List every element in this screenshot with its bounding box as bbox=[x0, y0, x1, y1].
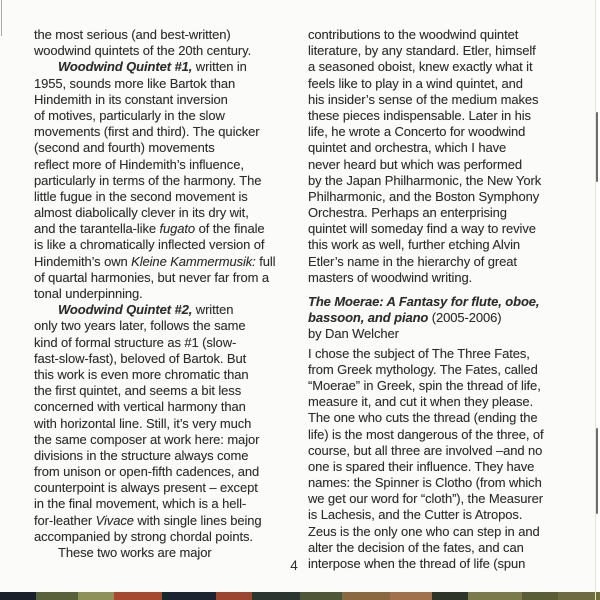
text-line: is like a chromatically inflected version of bbox=[34, 237, 265, 253]
text-line: his insider’s sense of the medium makes bbox=[308, 91, 539, 107]
text-line: for-leather Vivace with single lines being bbox=[34, 512, 262, 528]
text-line: this work is even more chromatic than bbox=[34, 366, 249, 382]
text-line: little fugue in the second movement is bbox=[34, 188, 248, 204]
text-line: The Moerae: A Fantasy for flute, oboe, bbox=[308, 294, 540, 309]
staple-mark-top bbox=[596, 112, 598, 182]
staple-mark-bottom bbox=[596, 428, 598, 514]
text-line: contributions to the woodwind quintet bbox=[308, 27, 519, 42]
text-line: bassoon, and piano (2005-2006) bbox=[308, 310, 502, 326]
text-line: the most serious (and best-written) bbox=[34, 27, 231, 42]
text-line: in the final movement, which is a hell- bbox=[34, 496, 247, 512]
text-line: reflect more of Hindemith’s influence, bbox=[34, 156, 244, 172]
text-line: almost diabolically clever in its dry wit, bbox=[34, 205, 249, 221]
text-line: tonal underpinning. bbox=[34, 286, 143, 301]
text-line: course, but all three are involved –and no bbox=[308, 442, 543, 458]
photo-strip-segment bbox=[216, 592, 252, 600]
text-line: by Dan Welcher bbox=[308, 326, 399, 342]
text-line: masters of woodwind writing. bbox=[308, 269, 473, 285]
text-line: Orchestra. Perhaps an enterprising bbox=[308, 205, 507, 221]
text-line: life) is the most dangerous of the three, of bbox=[308, 426, 544, 442]
text-line: kind of formal structure as #1 (slow- bbox=[34, 334, 237, 350]
text-line: Woodwind Quintet #1, written in bbox=[58, 59, 247, 75]
text-line: a seasoned oboist, knew exactly what it bbox=[308, 59, 533, 75]
text-line: “Moerae” in Greek, spin the thread of life, bbox=[308, 377, 541, 393]
text-line: from Greek mythology. The Fates, called bbox=[308, 361, 538, 377]
text-line: the same composer at work here: major bbox=[34, 431, 260, 447]
photo-strip-segment bbox=[78, 592, 114, 600]
text-line: interpose when the thread of life (spun bbox=[308, 556, 526, 571]
photo-strip-segment bbox=[432, 592, 468, 600]
text-line: These two works are major bbox=[58, 545, 212, 560]
text-line: movements (first and third). The quicker bbox=[34, 124, 260, 140]
photo-strip-segment bbox=[522, 592, 558, 600]
page-number: 4 bbox=[290, 558, 298, 573]
photo-strip-segment bbox=[162, 592, 216, 600]
text-line: names: the Spinner is Clotho (from which bbox=[308, 475, 542, 491]
text-line: life, he wrote a Concerto for woodwind bbox=[308, 124, 526, 140]
text-line: fast-slow-fast), beloved of Bartok. But bbox=[34, 350, 247, 366]
bottom-photo-strip bbox=[0, 592, 600, 600]
text-line: by the Japan Philharmonic, the New York bbox=[308, 172, 542, 188]
text-line: Hindemith in its constant inversion bbox=[34, 91, 228, 107]
photo-strip-segment bbox=[558, 592, 600, 600]
text-line: Philharmonic, and the Boston Symphony bbox=[308, 188, 540, 204]
text-line: of motives, particularly in the slow bbox=[34, 107, 225, 123]
text-line: this work as well, further etching Alvin bbox=[308, 237, 521, 253]
text-line: 1955, sounds more like Bartok than bbox=[34, 75, 236, 91]
text-line: quintet will someday find a way to revive bbox=[308, 221, 536, 237]
text-line: literature, by any standard. Etler, himself bbox=[308, 43, 536, 59]
text-line: The one who cuts the thread (ending the bbox=[308, 410, 538, 426]
photo-strip-segment bbox=[300, 592, 342, 600]
text-line: woodwind quintets of the 20th century. bbox=[34, 43, 252, 59]
text-line: (second and fourth) movements bbox=[34, 140, 215, 156]
text-line: the first quintet, and seems a bit less bbox=[34, 383, 242, 399]
text-line: we get our word for “cloth”), the Measurer bbox=[308, 491, 543, 507]
text-line: concerned with vertical harmony than bbox=[34, 399, 246, 415]
photo-strip-segment bbox=[342, 592, 390, 600]
text-line: Etler’s name in the hierarchy of great bbox=[308, 253, 517, 269]
text-line: Woodwind Quintet #2, written bbox=[58, 302, 234, 318]
text-line: is Lachesis, and the Cutter is Atropos. bbox=[308, 507, 523, 523]
photo-strip-segment bbox=[114, 592, 162, 600]
text-line: feels like to play in a wind quintet, and bbox=[308, 75, 523, 91]
text-line: counterpoint is always present – except bbox=[34, 480, 258, 496]
text-line: these pieces indispensable. Later in his bbox=[308, 107, 531, 123]
text-line: I chose the subject of The Three Fates, bbox=[308, 345, 530, 361]
text-line: quintet and orchestra, which I have bbox=[308, 140, 507, 156]
text-line: Zeus is the only one who can step in and bbox=[308, 523, 540, 539]
left-column-text bbox=[34, 27, 302, 561]
photo-strip-segment bbox=[252, 592, 300, 600]
right-column-text bbox=[308, 27, 582, 572]
text-line: of quartal harmonies, but never far from a bbox=[34, 269, 269, 285]
text-line: only two years later, follows the same bbox=[34, 318, 246, 334]
photo-strip-segment bbox=[468, 592, 522, 600]
text-line: with horizontal line. Still, it’s very much bbox=[34, 415, 252, 431]
photo-strip-segment bbox=[36, 592, 78, 600]
text-line: measure it, and cut it when they please. bbox=[308, 394, 534, 410]
text-line: never heard but which was performed bbox=[308, 156, 523, 172]
photo-strip-segment bbox=[390, 592, 432, 600]
photo-strip-segment bbox=[0, 592, 36, 600]
text-line: Hindemith’s own Kleine Kammermusik: full bbox=[34, 253, 276, 269]
scan-edge-artifact bbox=[1, 0, 2, 36]
text-line: particularly in terms of the harmony. The bbox=[34, 172, 262, 188]
text-line: divisions in the structure always come bbox=[34, 447, 249, 463]
text-line: one is spared their influence. They have bbox=[308, 458, 535, 474]
text-line: from unison or open-fifth cadences, and bbox=[34, 464, 260, 480]
text-line: and the tarantella-like fugato of the finale bbox=[34, 221, 265, 237]
text-line: accompanied by strong chordal points. bbox=[34, 528, 253, 544]
text-line: alter the decision of the fates, and can bbox=[308, 539, 524, 555]
